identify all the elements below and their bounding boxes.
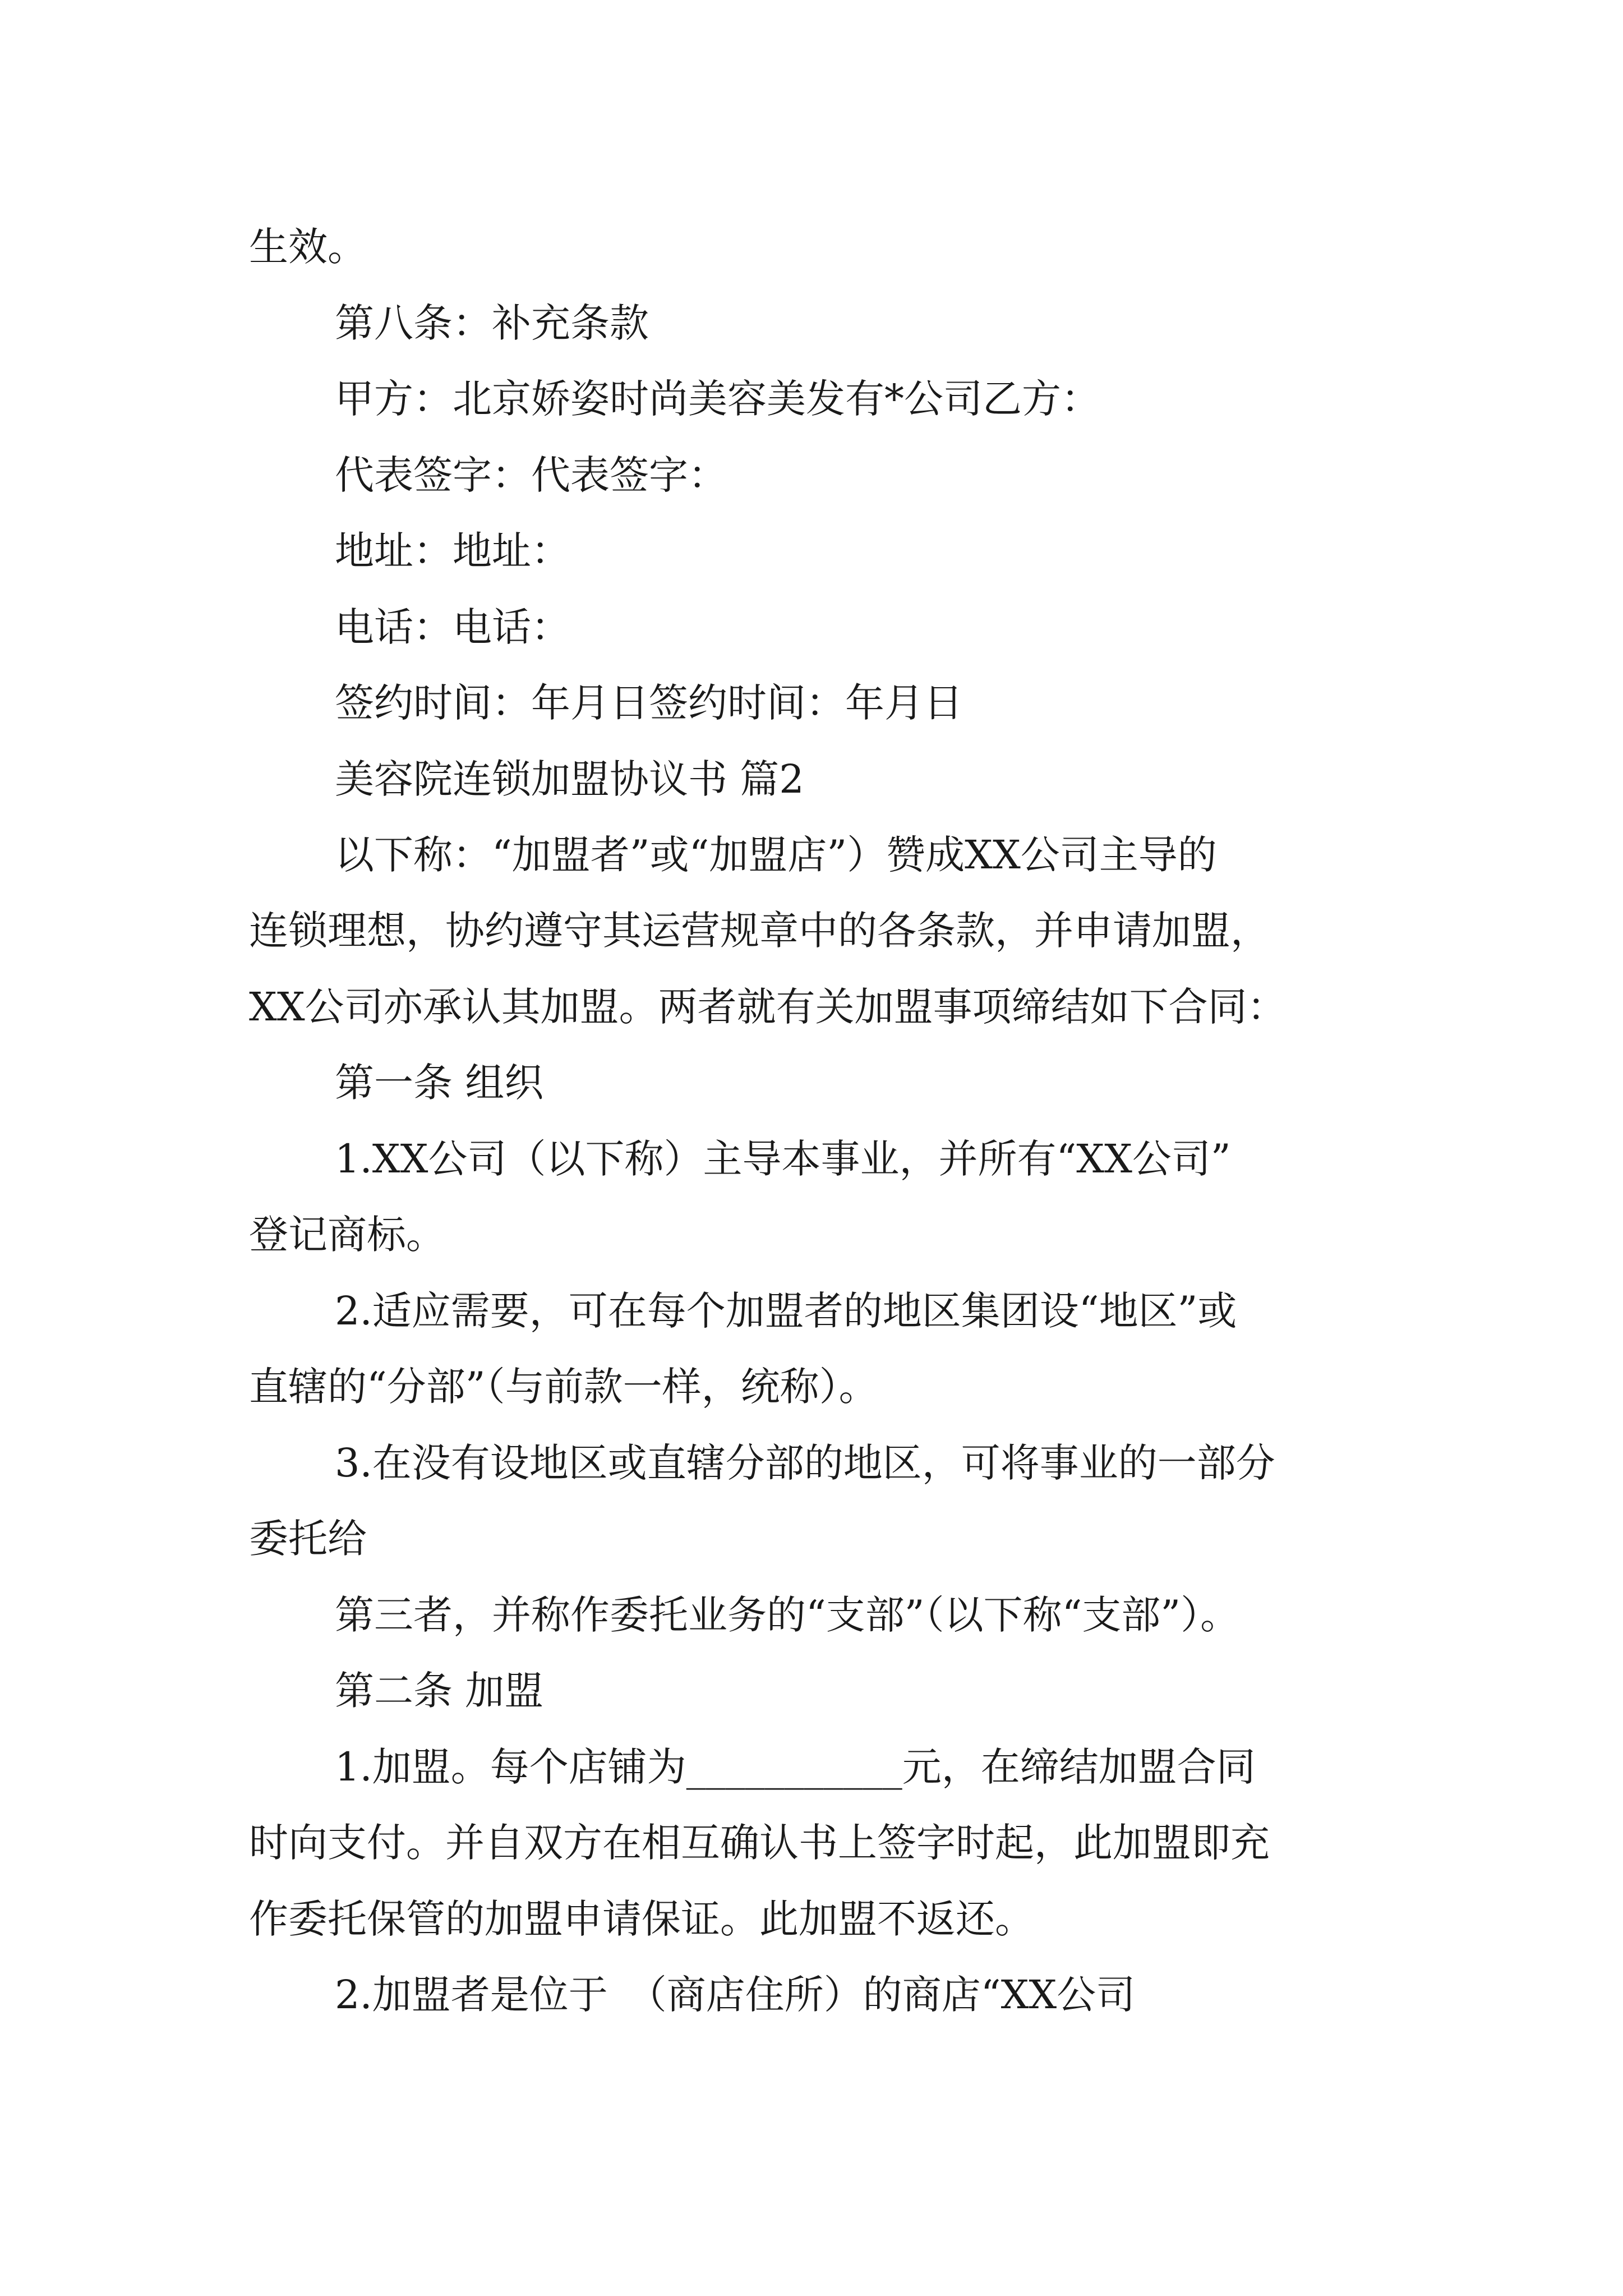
text-line: 作委托保管的加盟申请保证。此加盟不返还。 bbox=[249, 1896, 1034, 1942]
article-heading: 第一条 组织 bbox=[335, 1060, 544, 1106]
section-heading: 美容院连锁加盟协议书 篇2 bbox=[335, 756, 804, 802]
text-line: 1.加盟。每个店铺为___________元，在缔结加盟合同 bbox=[335, 1744, 1256, 1790]
text-line: 第三者，并称作委托业务的“支部”（以下称“支部”）。 bbox=[335, 1592, 1240, 1638]
text-line: 甲方：北京娇姿时尚美容美发有*公司乙方： bbox=[335, 376, 1100, 422]
text-line: 电话：电话： bbox=[335, 604, 570, 650]
text-line: 以下称：“加盟者”或“加盟店”）赞成XX公司主导的 bbox=[335, 832, 1217, 878]
text-line: 地址：地址： bbox=[335, 528, 570, 574]
text-line: 签约时间：年月日签约时间：年月日 bbox=[335, 680, 963, 726]
text-line: XX公司亦承认其加盟。两者就有关加盟事项缔结如下合同： bbox=[249, 984, 1287, 1030]
article-heading: 第二条 加盟 bbox=[335, 1668, 544, 1714]
text-line: 第八条：补充条款 bbox=[335, 300, 649, 346]
text-line: 代表签字：代表签字： bbox=[335, 452, 727, 498]
text-line: 2.加盟者是位于 （商店住所）的商店“XX公司 bbox=[335, 1972, 1136, 2018]
text-line: 登记商标。 bbox=[249, 1212, 445, 1258]
text-line: 2.适应需要，可在每个加盟者的地区集团设“地区”或 bbox=[335, 1288, 1237, 1334]
text-line: 生效。 bbox=[249, 224, 367, 270]
text-line: 1.XX公司（以下称）主导本事业，并所有“XX公司” bbox=[335, 1136, 1231, 1182]
text-line: 3.在没有设地区或直辖分部的地区，可将事业的一部分 bbox=[335, 1440, 1275, 1486]
text-line: 委托给 bbox=[249, 1516, 367, 1562]
text-line: 时向支付。并自双方在相互确认书上签字时起，此加盟即充 bbox=[249, 1820, 1270, 1866]
text-line: 连锁理想，协约遵守其运营规章中的各条款，并申请加盟， bbox=[249, 908, 1270, 954]
text-line: 直辖的“分部”（与前款一样，统称）。 bbox=[249, 1364, 878, 1410]
